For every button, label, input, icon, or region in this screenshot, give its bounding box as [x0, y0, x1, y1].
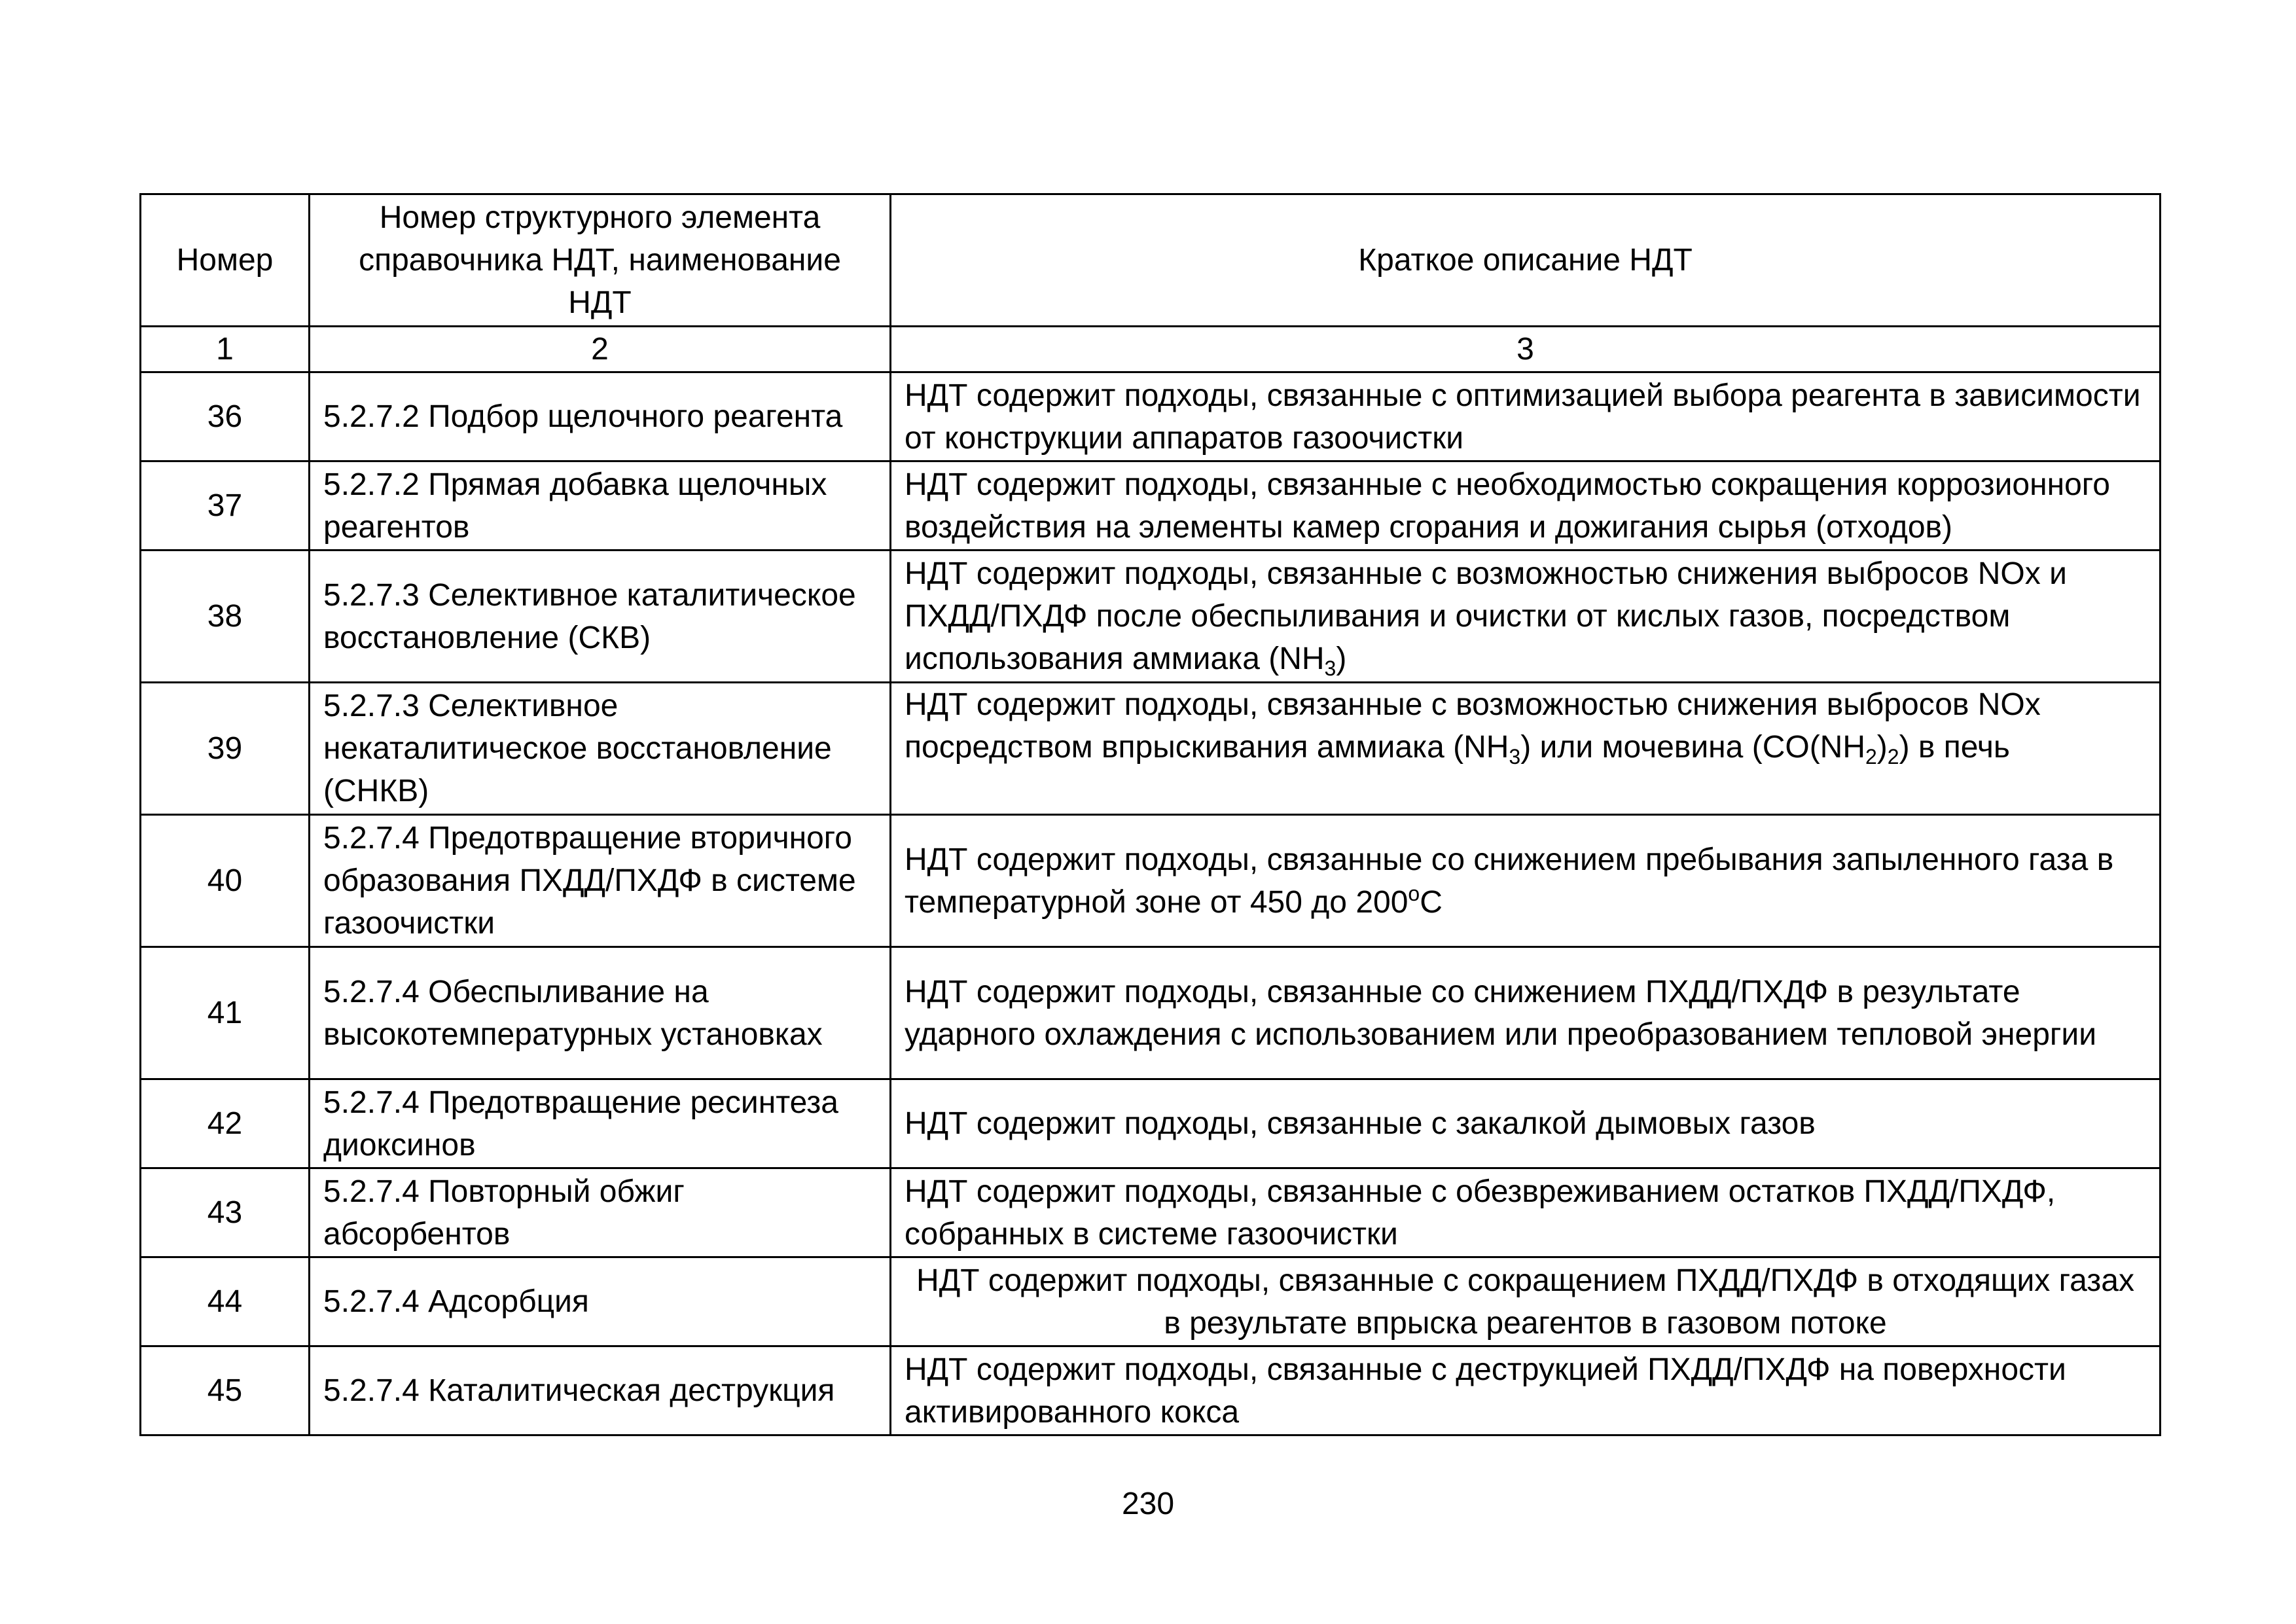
- table-row: [141, 1257, 2161, 1346]
- row-description: НДТ содержит подходы, связанные с оптимизацией выбора реагента в зависимости от конструкции аппаратов газоочистки: [891, 372, 2161, 461]
- row-number: 42: [141, 1079, 310, 1168]
- row-description: НДТ содержит подходы, связанные с сокращением ПХДД/ПХДФ в отходящих газах в результате впрыска реагентов в газовом потоке: [891, 1257, 2161, 1346]
- row-element: 5.2.7.3 Селективное некаталитическое восстановление (СНКВ): [310, 683, 891, 815]
- table-row: [141, 1346, 2161, 1435]
- column-index: 1: [141, 327, 310, 372]
- row-number: 36: [141, 372, 310, 461]
- row-element: 5.2.7.2 Подбор щелочного реагента: [310, 372, 891, 461]
- row-number: 39: [141, 683, 310, 815]
- row-number: 37: [141, 461, 310, 550]
- row-description: НДТ содержит подходы, связанные с деструкцией ПХДД/ПХДФ на поверхности активированного кокса: [891, 1346, 2161, 1435]
- column-index: 3: [891, 327, 2161, 372]
- row-number: 45: [141, 1346, 310, 1435]
- row-element: 5.2.7.3 Селективное каталитическое восстановление (СКВ): [310, 550, 891, 683]
- row-number: 43: [141, 1168, 310, 1257]
- table-row: [141, 1168, 2161, 1257]
- row-element: 5.2.7.2 Прямая добавка щелочных реагентов: [310, 461, 891, 550]
- row-description: НДТ содержит подходы, связанные с возможностью снижения выбросов NOx и ПХДД/ПХДФ после обеспыливания и очистки от кислых газов, посредством использования аммиака $(NH_3)$: [891, 550, 2161, 683]
- table-header-row: [141, 194, 2161, 327]
- row-element: 5.2.7.4 Предотвращение вторичного образования ПХДД/ПХДФ в системе газоочистки: [310, 815, 891, 947]
- row-number: 38: [141, 550, 310, 683]
- row-element: 5.2.7.4 Каталитическая деструкция: [310, 1346, 891, 1435]
- row-description: НДТ содержит подходы, связанные с закалкой дымовых газов: [891, 1079, 2161, 1168]
- header-description: Краткое описание НДТ: [891, 194, 2161, 327]
- row-description: НДТ содержит подходы, связанные со снижением ПХДД/ПХДФ в результате ударного охлаждения с использованием или преобразованием тепловой энергии: [891, 947, 2161, 1079]
- row-number: 41: [141, 947, 310, 1079]
- table-row: [141, 947, 2161, 1079]
- row-description: НДТ содержит подходы, связанные с возможностью снижения выбросов NOx посредством впрыскивания аммиака $(NH_3)$ или мочевина $(CO(NH_2)_2)$ в печь: [891, 683, 2161, 815]
- column-index-row: [141, 327, 2161, 372]
- row-element: 5.2.7.4 Адсорбция: [310, 1257, 891, 1346]
- column-index: 2: [310, 327, 891, 372]
- row-description: НДТ содержит подходы, связанные с обезвреживанием остатков ПХДД/ПХДФ, собранных в системе газоочистки: [891, 1168, 2161, 1257]
- row-number: 44: [141, 1257, 310, 1346]
- row-element: 5.2.7.4 Повторный обжиг абсорбентов: [310, 1168, 891, 1257]
- table-row: [141, 1079, 2161, 1168]
- row-description: НДТ содержит подходы, связанные со снижением пребывания запыленного газа в температурной зоне от 450 до $200^оС$: [891, 815, 2161, 947]
- row-description: НДТ содержит подходы, связанные с необходимостью сокращения коррозионного воздействия на элементы камер сгорания и дожигания сырья (отходов): [891, 461, 2161, 550]
- ndt-table: [139, 193, 2161, 1436]
- page-number: 230: [1121, 1487, 1175, 1521]
- row-element: 5.2.7.4 Обеспыливание на высокотемпературных установках: [310, 947, 891, 1079]
- table-row: [141, 372, 2161, 461]
- row-number: 40: [141, 815, 310, 947]
- header-number: Номер: [141, 194, 310, 327]
- table-row: [141, 550, 2161, 683]
- header-element: Номер структурного элемента справочника НДТ, наименование НДТ: [310, 194, 891, 327]
- table-row: [141, 461, 2161, 550]
- row-element: 5.2.7.4 Предотвращение ресинтеза диоксинов: [310, 1079, 891, 1168]
- table-row: [141, 815, 2161, 947]
- table-row: [141, 683, 2161, 815]
